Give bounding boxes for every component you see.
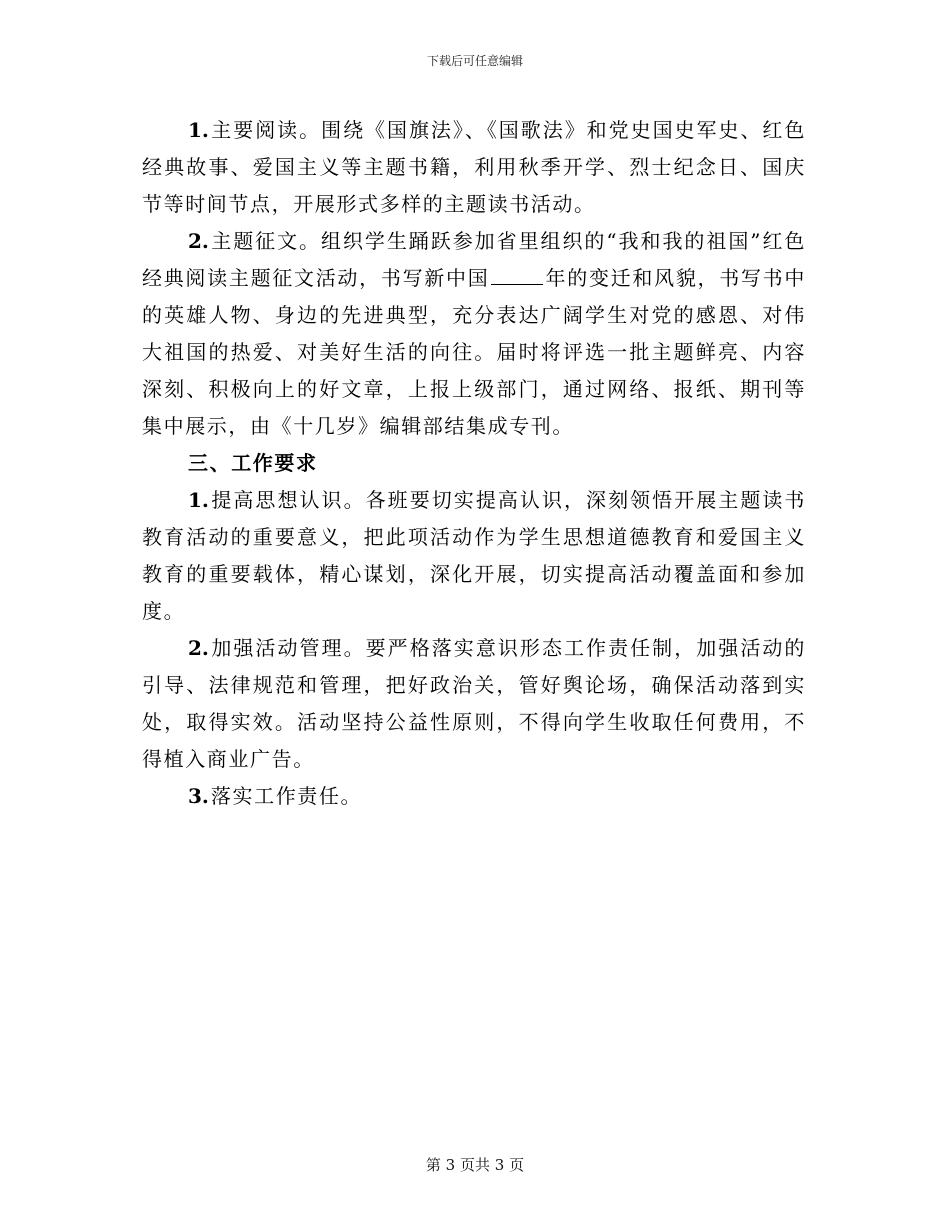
item-number: 2. (188, 636, 209, 660)
paragraph-responsibility (142, 778, 806, 815)
paragraph-essay-contest (142, 223, 806, 445)
section-heading: 三、工作要求 (188, 451, 318, 475)
paragraph-text: 加强活动管理。要严格落实意识形态工作责任制，加强活动的引导、法律规范和管理，把好政治关，管好舆论场，确保活动落到实处，取得实效。活动坚持公益性原则，不得向学生收取任何费用，不得植入商业广告。 (142, 636, 806, 771)
document-body (142, 112, 806, 815)
paragraph-raise-awareness (142, 482, 806, 630)
paragraph-text: 落实工作责任。 (210, 784, 363, 808)
page-footer: 第 3 页共 3 页 (425, 1156, 525, 1174)
fill-in-blank (491, 283, 543, 285)
item-number: 1. (188, 488, 209, 512)
item-number: 2. (188, 229, 209, 253)
paragraph-main-reading (142, 112, 806, 223)
page-header: 下载后可任意编辑 (426, 54, 523, 68)
paragraph-activity-management (142, 630, 806, 778)
paragraph-text: 主要阅读。围绕《国旗法》、《国歌法》和党史国史军史、红色经典故事、爱国主义等主题书籍，利用秋季开学、烈士纪念日、国庆节等时间节点，开展形式多样的主题读书活动。 (142, 118, 806, 216)
item-number: 3. (188, 784, 209, 808)
paragraph-text: 提高思想认识。各班要切实提高认识，深刻领悟开展主题读书教育活动的重要意义，把此项活动作为学生思想道德教育和爱国主义教育的重要载体，精心谋划，深化开展，切实提高活动覆盖面和参加度。 (142, 488, 806, 623)
item-number: 1. (188, 118, 209, 142)
paragraph-text: 年的变迁和风貌，书写书中的英雄人物、身边的先进典型，充分表达广阔学生对党的感恩、对伟大祖国的热爱、对美好生活的向往。届时将评选一批主题鲜亮、内容深刻、积极向上的好文章，上报上级部门，通过网络、报纸、期刊等集中展示，由《十几岁》编辑部结集成专刊。 (142, 266, 806, 438)
paragraph-text: 主题征文。组织学生踊跃参加省里组织的“我和我的祖国”红色经典阅读主题征文活动，书写新中国 (142, 229, 806, 290)
